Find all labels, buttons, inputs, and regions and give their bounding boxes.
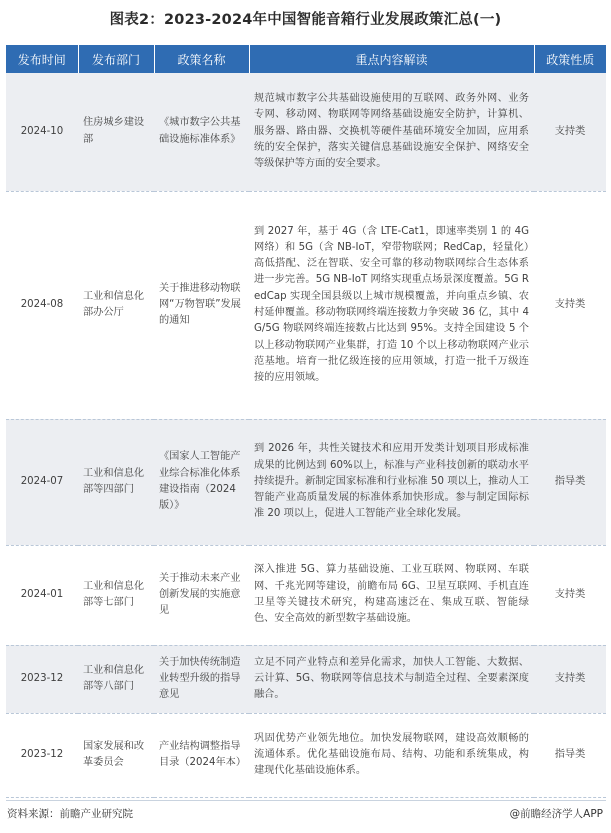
cell-content: 到 2026 年，共性关键技术和应用开发类计划项目形成标准成果的比例达到 60%以上，标准与产业科技创新的联动水平持续提升。新制定国家标准和行业标准 50 项以上，推动人工智能产业高质量发展的标准体系加快形成。参与制定国际标准 20 项以上，促进人工智能产业全球化发展。 [249,419,534,545]
cell-content: 深入推进 5G、算力基础设施、工业互联网、物联网、车联网、千兆光网等建设，前瞻布局 6G、卫星互联网、手机直连卫星等关键技术研究，构建高速泛在、集成互联、智能绿色、安全高效的新型数字基础设施。 [249,545,534,645]
cell-nature: 支持类 [534,191,606,419]
footer-divider [6,800,606,801]
cell-name: 关于推进移动物联网“万物智联”发展的通知 [154,191,249,419]
cell-name: 《国家人工智能产业综合标准化体系建设指南（2024版）》 [154,419,249,545]
column-header-name: 政策名称 [154,45,249,73]
cell-name: 《城市数字公共基础设施标准体系》 [154,73,249,191]
cell-dept: 工业和信息化部等四部门 [78,419,154,545]
cell-content: 立足不同产业特点和差异化需求，加快人工智能、大数据、云计算、5G、物联网等信息技术与制造全过程、全要素深度融合。 [249,645,534,713]
page-title: 图表2：2023-2024年中国智能音箱行业发展政策汇总(一) [109,12,502,28]
cell-content: 到 2027 年，基于 4G（含 LTE-Cat1，即速率类别 1 的 4G 网络）和 5G（含 NB-IoT，窄带物联网；RedCap，轻量化）高低搭配、泛在智联、安全可靠的移动物联网综合生态体系进一步完善。5G NB-IoT 网络实现重点场景深度覆盖。5G RedCap 实现全国县级以上城市规模覆盖，并向重点乡镇、农村延伸覆盖。移动物联网终端连接数力争突破 36 亿，其中 4G/5G 物联网终端连接数占比达到 95%。支持全国建设 5 个以上移动物联网产业集群，打造 10 个以上移动物联网产业示范基地。培育一批亿级连接的应用领域，打造一批千万级连接的应用领域。 [249,191,534,419]
column-header-date: 发布时间 [6,45,78,73]
table-row [6,73,606,191]
cell-date: 2024-01 [6,545,78,645]
source-note: 资料来源：前瞻产业研究院 [7,808,133,820]
cell-date: 2024-08 [6,191,78,419]
cell-date: 2024-07 [6,419,78,545]
cell-nature: 支持类 [534,645,606,713]
cell-name: 产业结构调整指导目录（2024年本） [154,713,249,797]
policy-table [6,45,606,798]
cell-nature: 支持类 [534,545,606,645]
table-row [6,545,606,645]
column-header-content: 重点内容解读 [249,45,534,73]
table-row [6,645,606,713]
cell-nature: 指导类 [534,419,606,545]
cell-date: 2024-10 [6,73,78,191]
cell-dept: 住房城乡建设部 [78,73,154,191]
cell-dept: 工业和信息化部等八部门 [78,645,154,713]
cell-name: 关于加快传统制造业转型升级的指导意见 [154,645,249,713]
cell-dept: 工业和信息化部等七部门 [78,545,154,645]
cell-content: 巩固优势产业领先地位。加快发展物联网，建设高效顺畅的流通体系。优化基础设施布局、结构、功能和系统集成，构建现代化基础设施体系。 [249,713,534,797]
cell-date: 2023-12 [6,645,78,713]
cell-name: 关于推动未来产业创新发展的实施意见 [154,545,249,645]
cell-nature: 支持类 [534,73,606,191]
column-header-nature: 政策性质 [534,45,606,73]
cell-content: 规范城市数字公共基础设施使用的互联网、政务外网、业务专网、移动网、物联网等网络基础设施安全防护，计算机、服务器、路由器、交换机等硬件基础环境安全加固，应用系统的安全保护，落实关键信息基础设施安全保护、网络安全等级保护等方面的安全要求。 [249,73,534,191]
cell-dept: 工业和信息化部办公厅 [78,191,154,419]
column-header-dept: 发布部门 [78,45,154,73]
cell-dept: 国家发展和改革委员会 [78,713,154,797]
table-row [6,191,606,419]
brand-credit: @前瞻经济学人APP [509,808,603,820]
cell-date: 2023-12 [6,713,78,797]
table-row [6,713,606,797]
table-header-row [6,45,606,73]
table-row [6,419,606,545]
cell-nature: 指导类 [534,713,606,797]
